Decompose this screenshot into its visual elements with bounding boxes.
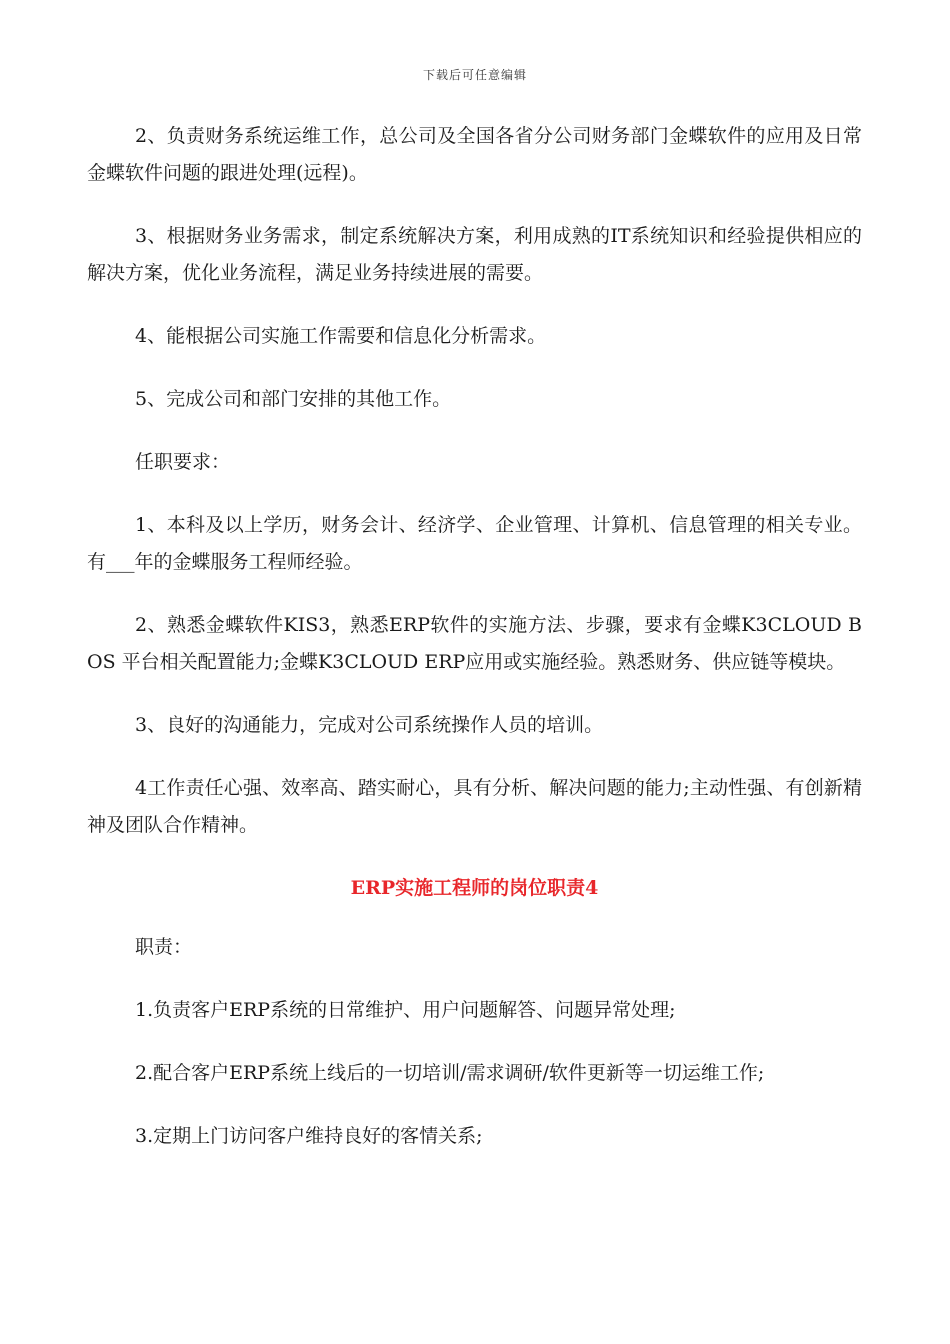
paragraph: 4、能根据公司实施工作需要和信息化分析需求。: [135, 325, 547, 347]
paragraph: 4工作责任心强、效率高、踏实耐心，具有分析、解决问题的能力;主动性强、有创新精神及团队合作精神。: [87, 777, 862, 836]
section-title: ERP实施工程师的岗位职责4: [350, 877, 599, 899]
paragraph: 3、良好的沟通能力，完成对公司系统操作人员的培训。: [135, 714, 604, 736]
paragraph: 5、完成公司和部门安排的其他工作。: [135, 388, 452, 410]
paragraph: 2、负责财务系统运维工作，总公司及全国各省分公司财务部门金蝶软件的应用及日常金蝶软件问题的跟进处理(远程)。: [87, 125, 862, 184]
header-note: 下载后可任意编辑: [422, 68, 527, 82]
document-body: [87, 118, 862, 1181]
paragraph: 3.定期上门访问客户维持良好的客情关系;: [135, 1125, 483, 1147]
paragraph: 1、本科及以上学历，财务会计、经济学、企业管理、计算机、信息管理的相关专业。有___年的金蝶服务工程师经验。: [87, 514, 862, 573]
paragraph: 2、熟悉金蝶软件KIS3，熟悉ERP软件的实施方法、步骤，要求有金蝶K3CLOUD BOS 平台相关配置能力;金蝶K3CLOUD ERP应用或实施经验。熟悉财务、供应链等模块。: [87, 614, 862, 673]
paragraph: 1.负责客户ERP系统的日常维护、用户问题解答、问题异常处理;: [135, 999, 676, 1021]
paragraph: 2.配合客户ERP系统上线后的一切培训/需求调研/软件更新等一切运维工作;: [135, 1062, 765, 1084]
subheading-duties: 职责：: [135, 936, 193, 958]
subheading-requirements: 任职要求：: [135, 451, 231, 473]
paragraph: 3、根据财务业务需求，制定系统解决方案，利用成熟的IT系统知识和经验提供相应的解决方案，优化业务流程，满足业务持续进展的需要。: [87, 225, 862, 284]
